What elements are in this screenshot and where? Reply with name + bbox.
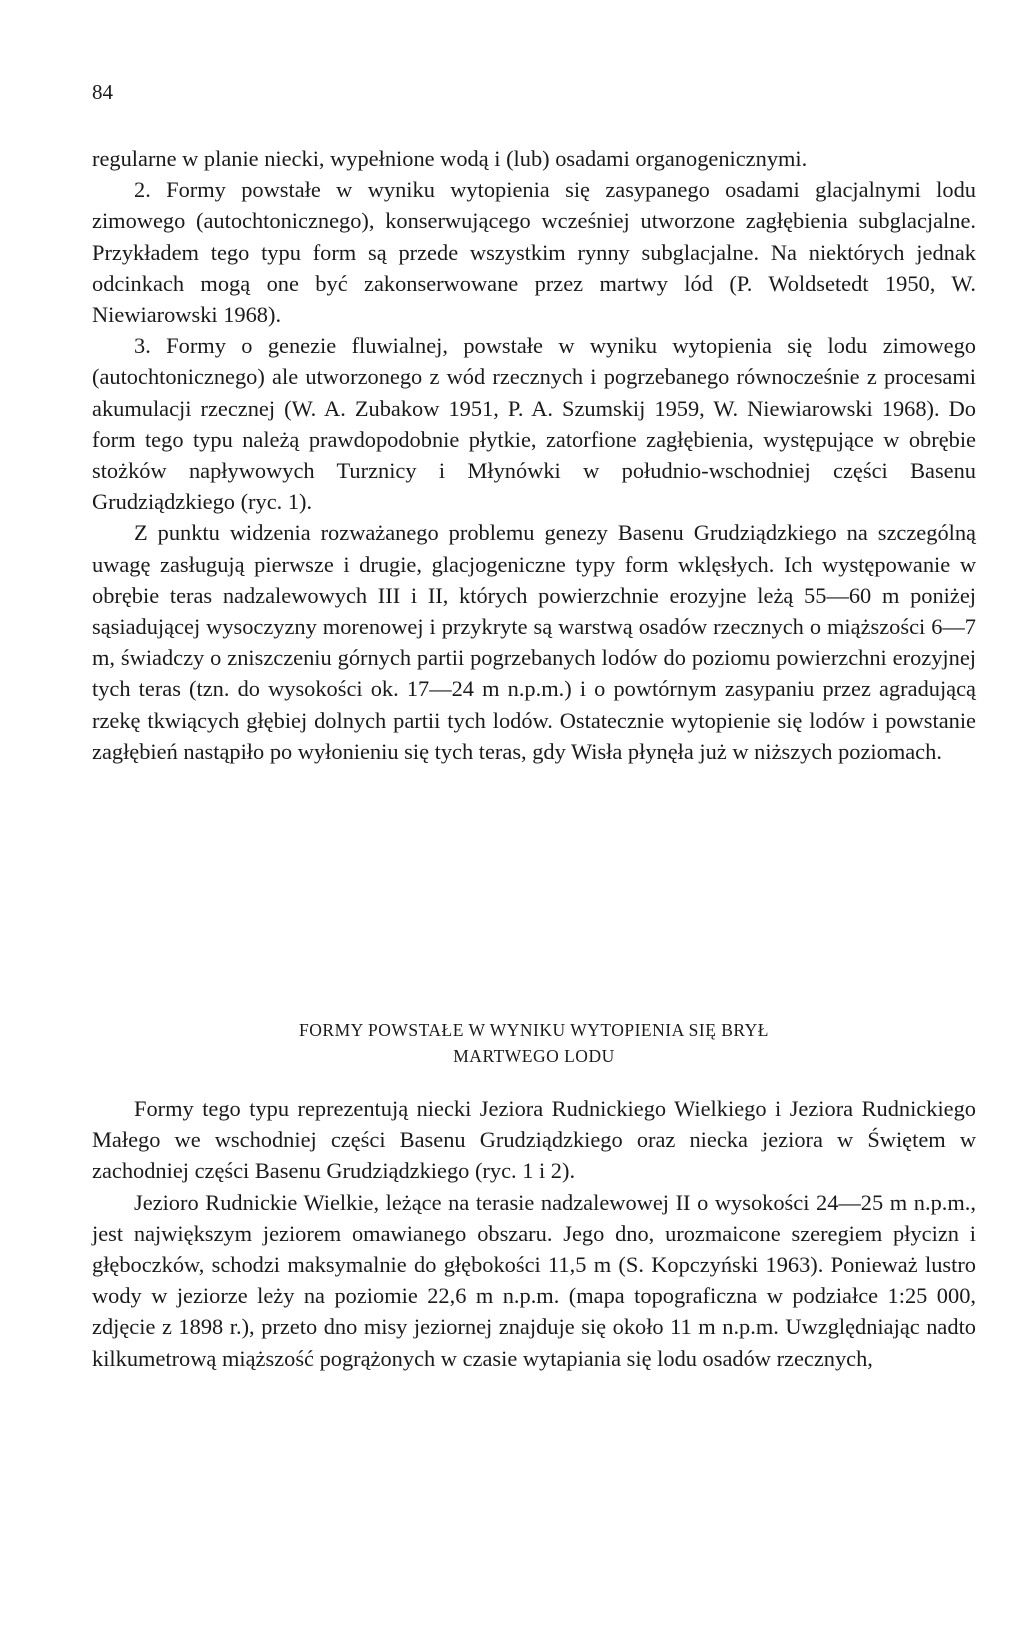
paragraph-forms: Formy tego typu reprezentują niecki Jeziora Rudnickiego Wielkiego i Jeziora Rudnickiego Małego we wschodniej części Basenu Grudziądzkiego oraz niecka jeziora w Świętem w zachodniej części Basenu Grudziądzkiego (ryc. 1 i 2).: [92, 1096, 976, 1184]
section-heading-line-1: FORMY POWSTAŁE W WYNIKU WYTOPIENIA SIĘ BRYŁ: [299, 1020, 769, 1040]
page-number: 84: [92, 80, 113, 104]
section-heading: [92, 1017, 976, 1069]
paragraph-point-2: 2. Formy powstałe w wyniku wytopienia się zasypanego osadami glacjalnymi lodu zimowego (autochtonicznego), konserwującego wcześniej utworzone zagłębienia subglacjalne. Przykładem tego typu form są przede wszystkim rynny subglacjalne. Na niektórych jednak odcinkach mogą one być zakonserwowane przez martwy lód (P. Woldsetedt 1950, W. Niewiarowski 1968).: [92, 177, 976, 328]
paragraph-discussion: Z punktu widzenia rozważanego problemu genezy Basenu Grudziądzkiego na szczególną uwagę zasługują pierwsze i drugie, glacjogeniczne typy form wklęsłych. Ich występowanie w obrębie teras nadzalewowych III i II, których powierzchnie erozyjne leżą 55—60 m poniżej sąsiadującej wysoczyzny morenowej i przykryte są warstwą osadów rzecznych o miąższości 6—7 m, świadczy o zniszczeniu górnych partii pogrzebanych lodów do poziomu powierzchni erozyjnej tych teras (tzn. do wysokości ok. 17—24 m n.p.m.) i o powtórnym zasypaniu przez agradującą rzekę tkwiących głębiej dolnych partii tych lodów. Ostatecznie wytopienie się lodów i powstanie zagłębień nastąpiło po wyłonieniu się tych teras, gdy Wisła płynęła już w niższych poziomach.: [92, 520, 976, 764]
paragraph-lake: Jezioro Rudnickie Wielkie, leżące na terasie nadzalewowej II o wysokości 24—25 m n.p.m., jest największym jeziorem omawianego obszaru. Jego dno, urozmaicone szeregiem płycizn i głęboczków, schodzi maksymalnie do głębokości 11,5 m (S. Kopczyński 1963). Ponieważ lustro wody w jeziorze leży na poziomie 22,6 m n.p.m. (mapa topograficzna w podziałce 1:25 000, zdjęcie z 1898 r.), przeto dno misy jeziornej znajduje się około 11 m n.p.m. Uwzględniając nadto kilkumetrową miąższość pogrążonych w czasie wytapiania się lodu osadów rzecznych,: [92, 1189, 976, 1371]
paragraph-continuation: regularne w planie niecki, wypełnione wodą i (lub) osadami organogenicznymi.: [92, 146, 808, 171]
text-block-upper: [92, 143, 976, 767]
section-heading-line-2: MARTWEGO LODU: [453, 1046, 615, 1066]
paragraph-point-3: 3. Formy o genezie fluwialnej, powstałe w wyniku wytopienia się lodu zimowego (autochtonicznego) ale utworzonego z wód rzecznych i pogrzebanego równocześnie z procesami akumulacji rzecznej (W. A. Zubakow 1951, P. A. Szumskij 1959, W. Niewiarowski 1968). Do form tego typu należą prawdopodobnie płytkie, zatorfione zagłębienia, występujące w obrębie stożków napływowych Turznicy i Młynówki w południo-wschodniej części Basenu Grudziądzkiego (ryc. 1).: [92, 333, 976, 515]
text-block-lower: [92, 1093, 976, 1374]
